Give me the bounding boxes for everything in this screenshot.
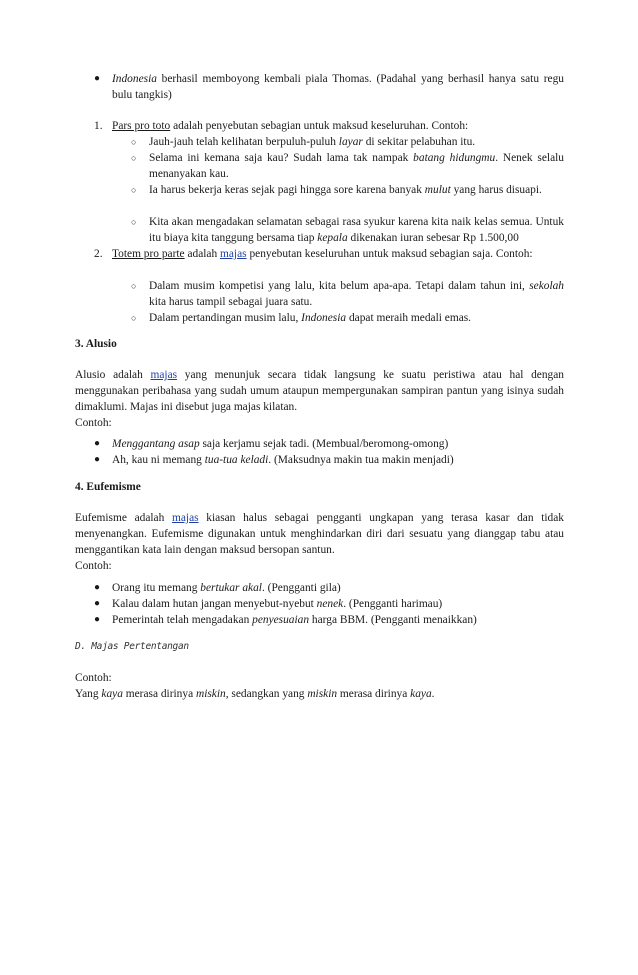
list-item: Indonesia berhasil memboyong kembali piala Thomas. (Padahal yang berhasil hanya satu regu bulu tangkis) [112, 73, 564, 101]
contoh-label: Contoh: [75, 417, 112, 429]
list-item: Pemerintah telah mengadakan penyesuaian harga BBM. (Pengganti menaikkan) [112, 614, 477, 626]
list-item: Ah, kau ni memang tua-tua keladi. (Maksudnya makin tua makin menjadi) [112, 454, 454, 466]
majas-link[interactable]: majas [150, 369, 178, 381]
bullet-icon: ● [94, 614, 101, 625]
section-heading: 4. Eufemisme [75, 481, 141, 493]
circle-bullet-icon: ○ [131, 153, 137, 163]
circle-bullet-icon: ○ [131, 137, 137, 147]
paragraph: Eufemisme adalah majas kiasan halus sebagai pengganti ungkapan yang terasa kasar dan tidak menyenangkan. Eufemisme digunakan untuk menghindarkan diri dari sesuatu yang dianggap tabu atau menggantikan kata lain dengan maksud bersopan santun. [75, 512, 564, 556]
circle-bullet-icon: ○ [131, 185, 137, 195]
majas-link[interactable]: majas [220, 248, 247, 260]
list-number: 1. [94, 120, 103, 132]
list-item: Kalau dalam hutan jangan menyebut-nyebut nenek. (Pengganti harimau) [112, 598, 443, 610]
list-item: Orang itu memang bertukar akal. (Pengganti gila) [112, 582, 341, 594]
circle-bullet-icon: ○ [131, 217, 137, 227]
list-item: Ia harus bekerja keras sejak pagi hingga sore karena banyak mulut yang harus disuapi. [149, 184, 542, 196]
majas-link[interactable]: majas [172, 512, 199, 524]
contoh-label: Contoh: [75, 672, 112, 684]
contoh-label: Contoh: [75, 560, 112, 572]
list-item-text: Pars pro toto adalah penyebutan sebagian untuk maksud keseluruhan. Contoh: [112, 120, 469, 132]
bullet-icon: ● [94, 454, 101, 465]
list-item: Selama ini kemana saja kau? Sudah lama tak nampak batang hidungmu. Nenek selalu menanyakan kau. [149, 152, 564, 180]
list-item: Dalam musim kompetisi yang lalu, kita belum apa-apa. Tetapi dalam tahun ini, sekolah kita harus tampil sebagai juara satu. [149, 280, 564, 308]
list-item: Kita akan mengadakan selamatan sebagai rasa syukur karena kita naik kelas semua. Untuk itu biaya kita tanggung bersama tiap kepala dikenakan iuran sebesar Rp 1.500,00 [149, 216, 564, 244]
list-number: 2. [94, 248, 103, 260]
paragraph: Alusio adalah majas yang menunjuk secara tidak langsung ke suatu peristiwa atau hal dengan menggunakan peribahasa yang sudah umum ataupun mempergunakan sampiran pantun yang isinya sudah dimaklumi. Majas ini disebut juga majas kilatan. [75, 369, 564, 413]
example-line: Yang kaya merasa dirinya miskin, sedangkan yang miskin merasa dirinya kaya. [75, 688, 435, 700]
section-heading: 3. Alusio [75, 338, 117, 350]
list-item: Menggantang asap saja kerjamu sejak tadi. (Membual/beromong-omong) [112, 438, 449, 450]
list-item-text: Totem pro parte adalah majas penyebutan keseluruhan untuk maksud sebagian saja. Contoh: [112, 248, 533, 260]
bullet-icon: ● [94, 582, 101, 593]
circle-bullet-icon: ○ [131, 281, 137, 291]
bullet-icon: ● [94, 73, 101, 84]
list-item: Dalam pertandingan musim lalu, Indonesia dapat meraih medali emas. [149, 312, 472, 324]
bullet-icon: ● [94, 598, 101, 609]
bullet-icon: ● [94, 438, 101, 449]
section-heading: D. Majas Pertentangan [75, 641, 189, 652]
circle-bullet-icon: ○ [131, 313, 137, 323]
list-item: Jauh-jauh telah kelihatan berpuluh-puluh layar di sekitar pelabuhan itu. [149, 136, 476, 148]
